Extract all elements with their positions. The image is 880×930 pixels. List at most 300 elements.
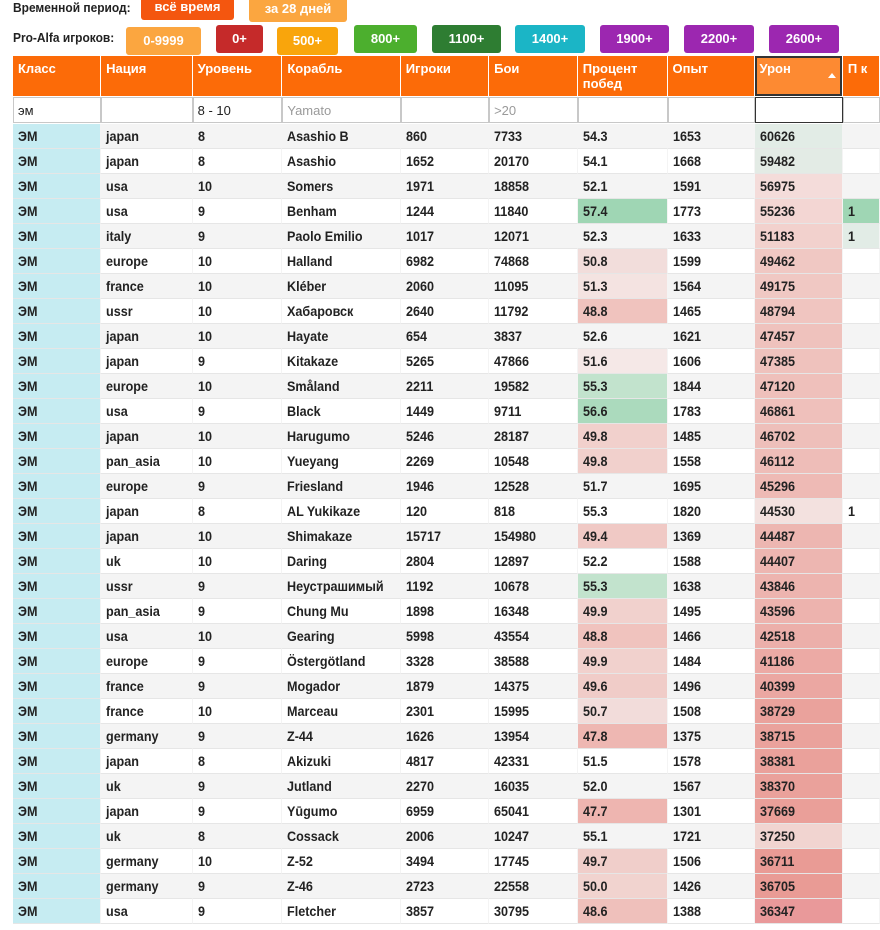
cell-battles — [489, 124, 578, 149]
cell-ship — [282, 599, 400, 624]
cell-class — [13, 799, 101, 824]
table-row[interactable] — [13, 799, 880, 824]
cell-damage — [755, 774, 843, 799]
cell-win-rate — [578, 724, 668, 749]
cell-text: ЭМ — [18, 553, 38, 569]
table-row[interactable] — [13, 224, 880, 249]
cell-nation — [101, 124, 192, 149]
cell-xp — [668, 374, 755, 399]
cell-xp — [668, 324, 755, 349]
cell-players — [401, 599, 489, 624]
column-header-label: Корабль — [287, 61, 343, 76]
cell-damage — [755, 724, 843, 749]
cell-text: 1668 — [672, 153, 701, 169]
cell-text: ЭМ — [18, 378, 38, 394]
cell-extra — [843, 224, 880, 249]
cell-tier — [193, 249, 283, 274]
column-header-class[interactable] — [13, 56, 101, 96]
cell-battles — [489, 599, 578, 624]
cell-text: usa — [106, 628, 128, 644]
cell-players — [401, 524, 489, 549]
cell-text: 46861 — [759, 403, 795, 419]
cell-text: 860 — [405, 128, 427, 144]
cell-class — [13, 349, 101, 374]
table-row[interactable] — [13, 424, 880, 449]
cell-text: Jutland — [287, 778, 333, 794]
table-row[interactable] — [13, 449, 880, 474]
cell-text: 6959 — [405, 803, 434, 819]
table-row[interactable] — [13, 199, 880, 224]
cell-xp — [668, 724, 755, 749]
cell-text: 11792 — [494, 303, 529, 319]
cell-text: 38729 — [759, 703, 795, 719]
cell-text: 22558 — [494, 878, 530, 894]
cell-tier — [193, 424, 283, 449]
skill-button-2200plus[interactable]: 2200+ — [684, 25, 754, 53]
table-row[interactable] — [13, 599, 880, 624]
table-body — [13, 124, 880, 924]
cell-nation — [101, 749, 192, 774]
cell-text: ЭМ — [18, 278, 38, 294]
table-row[interactable] — [13, 749, 880, 774]
cell-text: 43596 — [759, 603, 795, 619]
cell-win-rate — [578, 899, 668, 924]
filter-input-xp[interactable] — [668, 97, 755, 123]
cell-battles — [489, 774, 578, 799]
table-row[interactable] — [13, 324, 880, 349]
column-header-xp[interactable] — [668, 56, 755, 96]
cell-text: 12897 — [494, 553, 530, 569]
cell-damage — [755, 699, 843, 724]
cell-text: 10 — [197, 278, 212, 294]
cell-nation — [101, 449, 192, 474]
cell-text: 1626 — [405, 728, 434, 744]
cell-text: ЭМ — [18, 903, 38, 919]
table-row[interactable] — [13, 124, 880, 149]
cell-xp — [668, 449, 755, 474]
cell-win-rate — [578, 174, 668, 199]
cell-text: Harugumo — [287, 428, 351, 444]
cell-text: 17745 — [494, 853, 530, 869]
cell-text: italy — [106, 228, 132, 244]
filter-input-players[interactable] — [401, 97, 489, 123]
cell-battles — [489, 824, 578, 849]
filter-input-class[interactable] — [13, 97, 101, 123]
filter-input-battles[interactable] — [489, 97, 578, 123]
table-row[interactable] — [13, 524, 880, 549]
cell-ship — [282, 474, 400, 499]
table-row[interactable] — [13, 174, 880, 199]
cell-nation — [101, 274, 192, 299]
column-header-nation[interactable] — [101, 56, 192, 96]
cell-class — [13, 224, 101, 249]
cell-text: japan — [106, 328, 140, 344]
cell-players — [401, 199, 489, 224]
cell-players — [401, 124, 489, 149]
cell-text: 51.7 — [582, 478, 608, 494]
cell-text: germany — [106, 853, 159, 869]
cell-damage — [755, 749, 843, 774]
cell-text: 654 — [405, 328, 427, 344]
cell-xp — [668, 749, 755, 774]
column-header-damage[interactable] — [755, 56, 843, 96]
cell-xp — [668, 799, 755, 824]
skill-button-1100plus[interactable]: 1100+ — [432, 25, 501, 53]
cell-ship — [282, 849, 400, 874]
cell-players — [401, 474, 489, 499]
cell-text: 48.8 — [582, 628, 608, 644]
table-row[interactable] — [13, 899, 880, 924]
table-row[interactable] — [13, 649, 880, 674]
table-row[interactable] — [13, 299, 880, 324]
cell-text: 49.8 — [582, 428, 608, 444]
column-header-label: Игроки — [405, 61, 451, 76]
cell-battles — [489, 274, 578, 299]
cell-class — [13, 724, 101, 749]
cell-extra — [843, 424, 880, 449]
cell-text: Неустрашимый — [287, 578, 384, 594]
cell-text: 1820 — [672, 503, 701, 519]
cell-tier — [193, 124, 283, 149]
skill-button-500plus[interactable]: 500+ — [277, 27, 338, 55]
cell-text: Z-44 — [287, 728, 314, 744]
cell-win-rate — [578, 824, 668, 849]
cell-text: ЭМ — [18, 528, 38, 544]
cell-tier — [193, 824, 283, 849]
cell-text: Fletcher — [287, 903, 337, 919]
cell-text: 38370 — [759, 778, 795, 794]
cell-ship — [282, 574, 400, 599]
cell-text: ЭМ — [18, 453, 38, 469]
cell-text: 42331 — [494, 753, 530, 769]
cell-text: ЭМ — [18, 753, 38, 769]
cell-extra — [843, 599, 880, 624]
cell-text: 1466 — [672, 628, 701, 644]
cell-ship — [282, 424, 400, 449]
cell-text: japan — [106, 753, 140, 769]
table-row[interactable] — [13, 874, 880, 899]
cell-text: 55.3 — [582, 578, 608, 594]
cell-win-rate — [578, 549, 668, 574]
cell-text: 38588 — [494, 653, 530, 669]
cell-tier — [193, 274, 283, 299]
table-row[interactable] — [13, 674, 880, 699]
filter-input-extra[interactable] — [843, 97, 880, 123]
filter-cell — [193, 96, 283, 124]
cell-text: europe — [106, 478, 149, 494]
cell-ship — [282, 724, 400, 749]
cell-tier — [193, 299, 283, 324]
cell-text: 12071 — [494, 228, 530, 244]
cell-damage — [755, 149, 843, 174]
cell-text: japan — [106, 528, 140, 544]
cell-extra — [843, 749, 880, 774]
cell-class — [13, 749, 101, 774]
cell-text: 3494 — [405, 853, 434, 869]
cell-text: 51.3 — [582, 278, 608, 294]
cell-ship — [282, 774, 400, 799]
table-row[interactable] — [13, 849, 880, 874]
cell-damage — [755, 349, 843, 374]
table-row[interactable] — [13, 774, 880, 799]
cell-text: 1591 — [672, 178, 701, 194]
cell-text: 1633 — [672, 228, 701, 244]
cell-tier — [193, 699, 283, 724]
skill-button-2600plus[interactable]: 2600+ — [769, 25, 839, 53]
cell-text: france — [106, 678, 144, 694]
table-row[interactable] — [13, 399, 880, 424]
cell-tier — [193, 599, 283, 624]
filter-cell — [755, 96, 843, 124]
column-header-ship[interactable] — [282, 56, 400, 96]
cell-battles — [489, 174, 578, 199]
cell-extra — [843, 399, 880, 424]
cell-damage — [755, 899, 843, 924]
cell-battles — [489, 874, 578, 899]
cell-xp — [668, 199, 755, 224]
cell-text: ЭМ — [18, 678, 38, 694]
cell-players — [401, 349, 489, 374]
cell-tier — [193, 174, 283, 199]
cell-damage — [755, 574, 843, 599]
cell-win-rate — [578, 774, 668, 799]
cell-text: Marceau — [287, 703, 339, 719]
cell-text: 1192 — [405, 578, 434, 594]
cell-text: 50.7 — [582, 703, 608, 719]
table-row[interactable] — [13, 549, 880, 574]
filter-input-win-rate[interactable] — [578, 97, 668, 123]
cell-text: 20170 — [494, 153, 530, 169]
table-row[interactable] — [13, 349, 880, 374]
cell-text: 47120 — [759, 378, 795, 394]
cell-text: 1558 — [672, 453, 701, 469]
cell-ship — [282, 699, 400, 724]
cell-damage — [755, 299, 843, 324]
cell-text: 1375 — [672, 728, 701, 744]
cell-text: 1844 — [672, 378, 701, 394]
sort-ascending-icon — [828, 73, 836, 78]
cell-class — [13, 849, 101, 874]
cell-text: 9 — [197, 203, 205, 219]
cell-nation — [101, 474, 192, 499]
cell-text: japan — [106, 803, 140, 819]
filter-cell — [578, 96, 668, 124]
skill-button-0-9999[interactable]: 0-9999 — [126, 27, 201, 55]
cell-ship — [282, 224, 400, 249]
table-row[interactable] — [13, 574, 880, 599]
cell-text: 15717 — [405, 528, 441, 544]
cell-battles — [489, 349, 578, 374]
cell-text: Asashio — [287, 153, 337, 169]
cell-nation — [101, 699, 192, 724]
cell-text: ussr — [106, 578, 133, 594]
cell-xp — [668, 274, 755, 299]
cell-text: 2804 — [405, 553, 434, 569]
cell-text: 55.3 — [582, 378, 608, 394]
skill-button-800plus[interactable]: 800+ — [354, 25, 417, 53]
cell-tier — [193, 674, 283, 699]
cell-ship — [282, 824, 400, 849]
cell-text: ЭМ — [18, 228, 38, 244]
column-header-label: Бои — [494, 61, 520, 76]
cell-battles — [489, 224, 578, 249]
cell-nation — [101, 674, 192, 699]
table-row[interactable] — [13, 824, 880, 849]
cell-win-rate — [578, 449, 668, 474]
cell-xp — [668, 499, 755, 524]
cell-text: 15995 — [494, 703, 530, 719]
cell-text: 1946 — [405, 478, 434, 494]
cell-win-rate — [578, 149, 668, 174]
cell-players — [401, 774, 489, 799]
cell-tier — [193, 399, 283, 424]
cell-text: Gearing — [287, 628, 335, 644]
column-header-extra[interactable] — [843, 56, 880, 96]
cell-extra — [843, 649, 880, 674]
table-row[interactable] — [13, 724, 880, 749]
table-row[interactable] — [13, 624, 880, 649]
cell-text: pan_asia — [106, 603, 161, 619]
column-header-win-rate[interactable] — [578, 56, 668, 96]
cell-xp — [668, 474, 755, 499]
cell-text: 9 — [197, 478, 205, 494]
cell-text: 1695 — [672, 478, 701, 494]
cell-damage — [755, 849, 843, 874]
cell-text: 9 — [197, 728, 205, 744]
cell-text: 37669 — [759, 803, 795, 819]
cell-extra — [843, 474, 880, 499]
cell-text: 1652 — [405, 153, 434, 169]
cell-text: pan_asia — [106, 453, 161, 469]
column-header-battles[interactable] — [489, 56, 578, 96]
filter-input-damage[interactable] — [755, 97, 843, 123]
cell-text: ЭМ — [18, 403, 38, 419]
cell-text: 9711 — [494, 403, 522, 419]
cell-text: 1653 — [672, 128, 701, 144]
cell-players — [401, 799, 489, 824]
cell-text: 9 — [197, 878, 205, 894]
cell-text: 10 — [197, 703, 212, 719]
cell-class — [13, 199, 101, 224]
cell-win-rate — [578, 499, 668, 524]
cell-nation — [101, 149, 192, 174]
cell-text: 10 — [197, 853, 212, 869]
cell-battles — [489, 624, 578, 649]
cell-text: Cossack — [287, 828, 340, 844]
cell-text: 10 — [197, 553, 212, 569]
cell-ship — [282, 349, 400, 374]
cell-text: ЭМ — [18, 778, 38, 794]
cell-text: 1567 — [672, 778, 701, 794]
cell-text: uk — [106, 553, 121, 569]
cell-text: 2006 — [405, 828, 434, 844]
cell-text: 51.6 — [582, 353, 608, 369]
cell-xp — [668, 249, 755, 274]
cell-text: 52.3 — [582, 228, 608, 244]
cell-text: Asashio B — [287, 128, 349, 144]
period-button-28-days[interactable]: за 28 дней — [249, 0, 347, 22]
cell-extra — [843, 624, 880, 649]
cell-players — [401, 849, 489, 874]
cell-text: 120 — [405, 503, 427, 519]
table-row[interactable] — [13, 149, 880, 174]
filter-input-nation[interactable] — [101, 97, 192, 123]
cell-damage — [755, 199, 843, 224]
cell-text: ЭМ — [18, 728, 38, 744]
cell-class — [13, 549, 101, 574]
cell-text: Småland — [287, 378, 340, 394]
cell-tier — [193, 224, 283, 249]
cell-battles — [489, 199, 578, 224]
cell-battles — [489, 249, 578, 274]
cell-text: 818 — [494, 503, 516, 519]
cell-text: 54.3 — [582, 128, 608, 144]
cell-nation — [101, 874, 192, 899]
cell-text: 1484 — [672, 653, 701, 669]
cell-text: 9 — [197, 903, 205, 919]
cell-text: 2211 — [405, 378, 434, 394]
skill-button-1900plus[interactable]: 1900+ — [600, 25, 669, 53]
cell-text: ЭМ — [18, 353, 38, 369]
cell-xp — [668, 174, 755, 199]
cell-battles — [489, 424, 578, 449]
cell-text: 1638 — [672, 578, 701, 594]
cell-extra — [843, 824, 880, 849]
cell-text: 47.8 — [582, 728, 608, 744]
cell-text: 19582 — [494, 378, 530, 394]
cell-text: 1244 — [405, 203, 434, 219]
table-row[interactable] — [13, 374, 880, 399]
cell-players — [401, 899, 489, 924]
table-row[interactable] — [13, 249, 880, 274]
cell-ship — [282, 299, 400, 324]
cell-text: Yueyang — [287, 453, 340, 469]
cell-class — [13, 674, 101, 699]
cell-text: 56.6 — [582, 403, 608, 419]
table-row[interactable] — [13, 699, 880, 724]
filter-input-tier[interactable] — [193, 97, 283, 123]
cell-nation — [101, 724, 192, 749]
cell-ship — [282, 274, 400, 299]
cell-nation — [101, 174, 192, 199]
skill-button-0plus[interactable]: 0+ — [216, 25, 263, 53]
table-row[interactable] — [13, 499, 880, 524]
cell-extra — [843, 774, 880, 799]
period-button-all-time[interactable]: всё время — [141, 0, 234, 20]
cell-tier — [193, 649, 283, 674]
cell-text: ЭМ — [18, 153, 38, 169]
cell-win-rate — [578, 749, 668, 774]
cell-win-rate — [578, 399, 668, 424]
skill-button-1400plus[interactable]: 1400+ — [515, 25, 585, 53]
cell-ship — [282, 524, 400, 549]
filter-cell — [843, 96, 880, 124]
cell-text: 10 — [197, 453, 212, 469]
cell-tier — [193, 324, 283, 349]
cell-players — [401, 874, 489, 899]
table-row[interactable] — [13, 474, 880, 499]
cell-ship — [282, 749, 400, 774]
column-header-players[interactable] — [401, 56, 489, 96]
table-row[interactable] — [13, 274, 880, 299]
cell-text: 11840 — [494, 203, 529, 219]
cell-text: ЭМ — [18, 628, 38, 644]
cell-text: 1 — [847, 503, 855, 519]
cell-tier — [193, 349, 283, 374]
column-header-tier[interactable] — [193, 56, 283, 96]
filter-input-ship[interactable] — [282, 97, 400, 123]
filter-row — [13, 96, 880, 124]
